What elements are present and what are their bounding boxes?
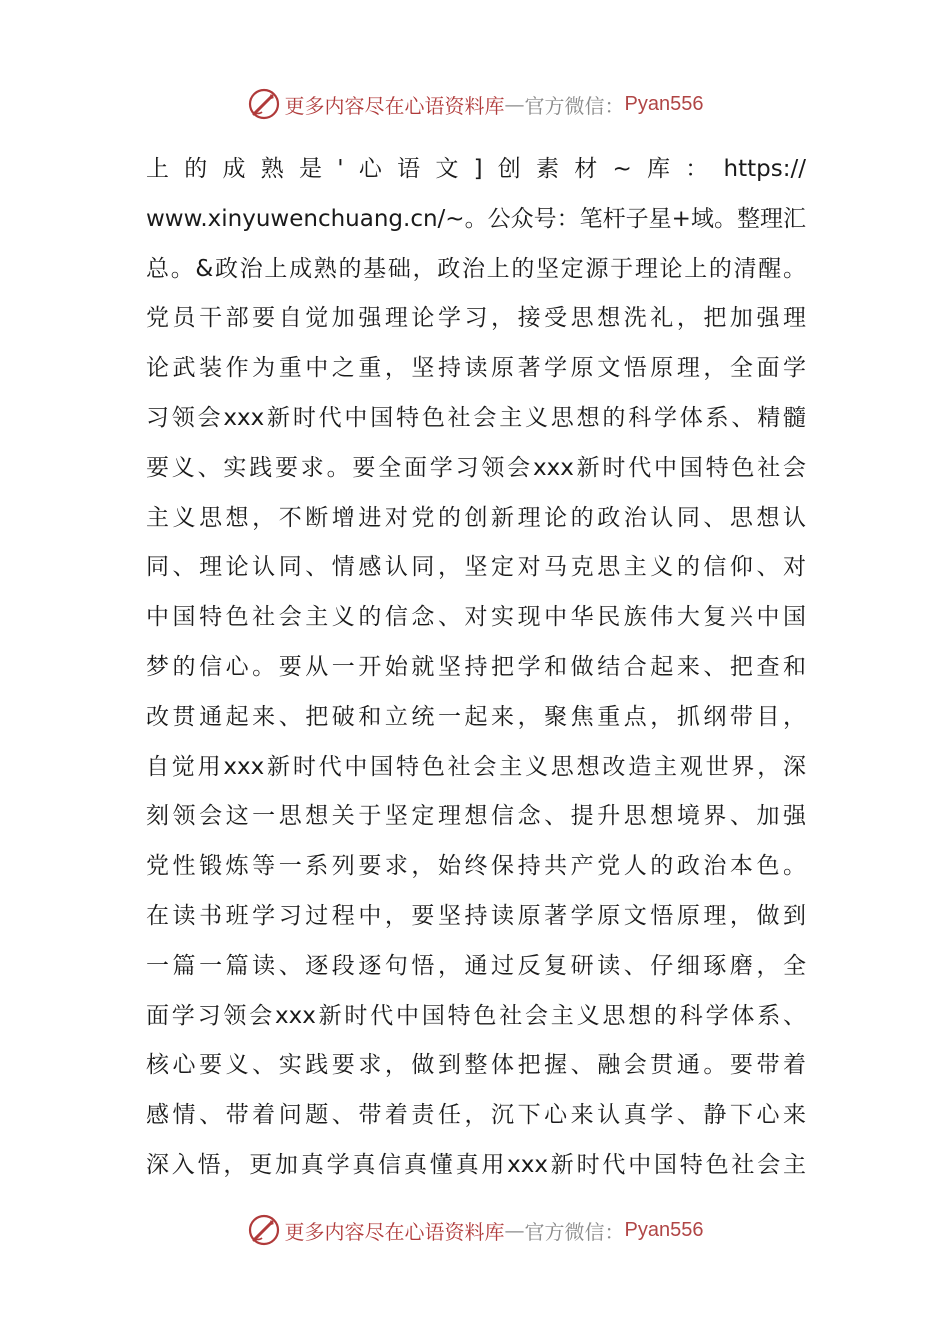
body-line: 论武装作为重中之重，坚持读原著学原文悟原理，全面学 bbox=[146, 355, 806, 382]
header-watermark bbox=[0, 84, 950, 124]
footer-wechat-label: 官方微信： bbox=[524, 1219, 625, 1244]
footer-brand-text: 更多内容尽在心语资料库 bbox=[284, 1219, 505, 1244]
body-line: 一篇一篇读、逐段逐句悟，通过反复研读、仔细琢磨，全 bbox=[146, 952, 806, 979]
body-line: 深入悟，更加真学真信真懂真用xxx新时代中国特色社会主 bbox=[146, 1151, 806, 1178]
body-line: 要义、实践要求。要全面学习领会xxx新时代中国特色社会 bbox=[146, 454, 806, 481]
body-line: 主义思想，不断增进对党的创新理论的政治认同、思想认 bbox=[146, 504, 806, 531]
pen-logo-icon bbox=[247, 1213, 281, 1247]
body-line: 党性锻炼等一系列要求，始终保持共产党人的政治本色。 bbox=[146, 853, 806, 880]
body-line: 感情、带着问题、带着责任，沉下心来认真学、静下心来 bbox=[146, 1102, 806, 1129]
body-line: 自觉用xxx新时代中国特色社会主义思想改造主观世界，深 bbox=[146, 753, 806, 780]
body-line: 同、理论认同、情感认同，坚定对马克思主义的信仰、对 bbox=[146, 554, 806, 581]
footer-watermark bbox=[0, 1210, 950, 1250]
body-line: 刻领会这一思想关于坚定理想信念、提升思想境界、加强 bbox=[146, 803, 806, 830]
body-line: 中国特色社会主义的信念、对实现中华民族伟大复兴中国 bbox=[146, 604, 806, 631]
body-line: 上的成熟是'心语文]创素材~库：https:// bbox=[146, 156, 806, 182]
document-body bbox=[146, 145, 806, 1191]
header-dash: — bbox=[504, 92, 525, 116]
header-brand-text: 更多内容尽在心语资料库 bbox=[284, 93, 505, 118]
pen-logo-icon bbox=[247, 87, 281, 121]
body-line: 核心要义、实践要求，做到整体把握、融会贯通。要带着 bbox=[146, 1052, 806, 1079]
body-line: 改贯通起来、把破和立统一起来，聚焦重点，抓纲带目， bbox=[146, 703, 806, 730]
footer-dash: — bbox=[504, 1218, 525, 1242]
footer-wechat-id: Pyan556 bbox=[624, 1218, 704, 1241]
body-line: 总。&政治上成熟的基础，政治上的坚定源于理论上的清醒。 bbox=[146, 255, 806, 282]
body-line: www.xinyuwenchuang.cn/~。公众号：笔杆子星+域。整理汇 bbox=[146, 205, 806, 232]
body-line: 梦的信心。要从一开始就坚持把学和做结合起来、把查和 bbox=[146, 653, 806, 680]
header-wechat-id: Pyan556 bbox=[624, 92, 704, 115]
body-line: 面学习领会xxx新时代中国特色社会主义思想的科学体系、 bbox=[146, 1002, 806, 1029]
header-wechat-label: 官方微信： bbox=[524, 93, 625, 118]
body-line: 习领会xxx新时代中国特色社会主义思想的科学体系、精髓 bbox=[146, 404, 806, 431]
body-line: 在读书班学习过程中，要坚持读原著学原文悟原理，做到 bbox=[146, 902, 806, 929]
body-line: 党员干部要自觉加强理论学习，接受思想洗礼，把加强理 bbox=[146, 305, 806, 332]
